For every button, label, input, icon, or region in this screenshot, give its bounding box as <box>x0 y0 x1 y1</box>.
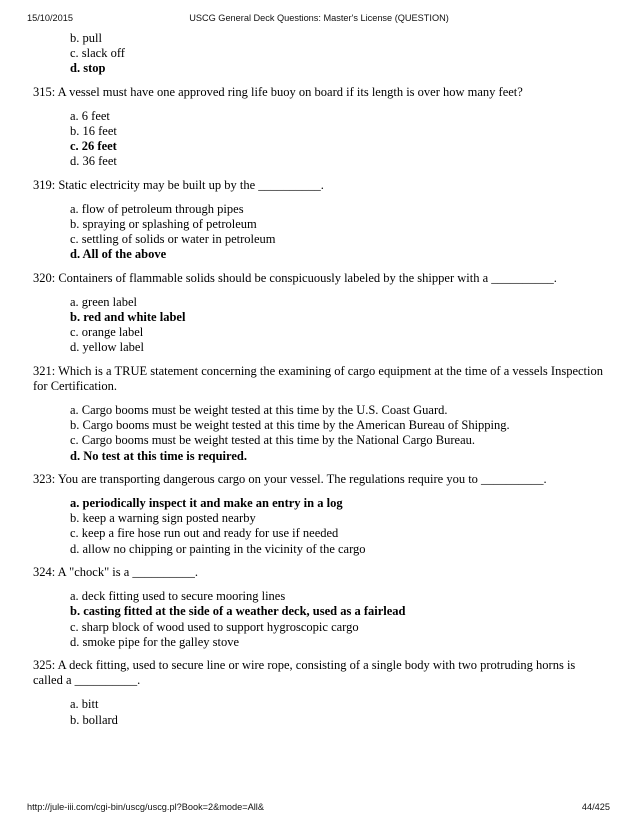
correct-answer-option: b. casting fitted at the side of a weather deck, used as a fairlead <box>70 604 406 619</box>
question-text: 315: A vessel must have one approved ring life buoy on board if its length is over how many feet? <box>33 84 523 99</box>
question-323 <box>33 472 607 557</box>
answer-option: b. keep a warning sign posted nearby <box>70 511 256 526</box>
page-header <box>0 12 638 24</box>
answer-option: b. bollard <box>70 712 118 727</box>
question-325 <box>33 658 607 728</box>
answer-option: d. 36 feet <box>70 154 117 169</box>
answer-option: a. bitt <box>70 697 99 712</box>
answer-option: c. settling of solids or water in petroleum <box>70 232 276 247</box>
correct-answer-option: a. periodically inspect it and make an entry in a log <box>70 496 343 511</box>
question-315 <box>33 85 607 170</box>
answer-option: d. allow no chipping or painting in the vicinity of the cargo <box>70 541 366 556</box>
answer-option: b. Cargo booms must be weight tested at this time by the American Bureau of Shipping. <box>70 418 510 433</box>
answer-option: c. keep a fire hose run out and ready for use if needed <box>70 526 339 541</box>
answer-option: d. smoke pipe for the galley stove <box>70 634 240 649</box>
footer-url: http://jule-iii.com/cgi-bin/uscg/uscg.pl?Book=2&mode=All& <box>27 802 264 812</box>
answer-option: d. yellow label <box>70 340 144 355</box>
answer-option: a. flow of petroleum through pipes <box>70 201 244 216</box>
answer-option: a. deck fitting used to secure mooring lines <box>70 589 286 604</box>
correct-answer-option: b. red and white label <box>70 310 186 325</box>
answer-option: a. Cargo booms must be weight tested at this time by the U.S. Coast Guard. <box>70 403 448 418</box>
answer-option: b. 16 feet <box>70 124 117 139</box>
question-text: 320: Containers of flammable solids should be conspicuously labeled by the shipper with a __________. <box>33 270 557 285</box>
question-321 <box>33 364 607 464</box>
answer-option: b. spraying or splashing of petroleum <box>70 217 257 232</box>
answer-option: b. pull <box>70 31 102 45</box>
question-320 <box>33 271 607 356</box>
correct-answer-option: d. stop <box>70 61 106 76</box>
question-text: 321: Which is a TRUE statement concerning the examining of cargo equipment at the time of a vessels Inspection for Certification. <box>33 363 603 393</box>
question-text: 324: A "chock" is a __________. <box>33 564 199 579</box>
correct-answer-option: d. No test at this time is required. <box>70 448 247 463</box>
answer-option: c. slack off <box>70 46 125 61</box>
answer-option: a. 6 feet <box>70 108 110 123</box>
question-list <box>33 31 607 728</box>
answer-option: c. sharp block of wood used to support hygroscopic cargo <box>70 619 359 634</box>
question-text: 325: A deck fitting, used to secure line or wire rope, consisting of a single body with two protruding horns is called a __________. <box>33 657 576 688</box>
page-number: 44/425 <box>581 802 610 812</box>
header-date: 15/10/2015 <box>27 13 73 23</box>
answer-option: c. orange label <box>70 325 144 340</box>
correct-answer-option: c. 26 feet <box>70 139 117 154</box>
question-text: 319: Static electricity may be built up by the __________. <box>33 177 324 192</box>
question-319 <box>33 178 607 263</box>
header-title: USCG General Deck Questions: Master's License (QUESTION) <box>189 13 449 23</box>
answer-option: c. Cargo booms must be weight tested at this time by the National Cargo Bureau. <box>70 433 476 448</box>
page-footer <box>0 801 638 813</box>
correct-answer-option: d. All of the above <box>70 247 167 262</box>
question-324 <box>33 565 607 650</box>
continued-question <box>33 31 607 77</box>
question-text: 323: You are transporting dangerous cargo on your vessel. The regulations require you to __________. <box>33 471 547 486</box>
answer-option: a. green label <box>70 294 137 309</box>
